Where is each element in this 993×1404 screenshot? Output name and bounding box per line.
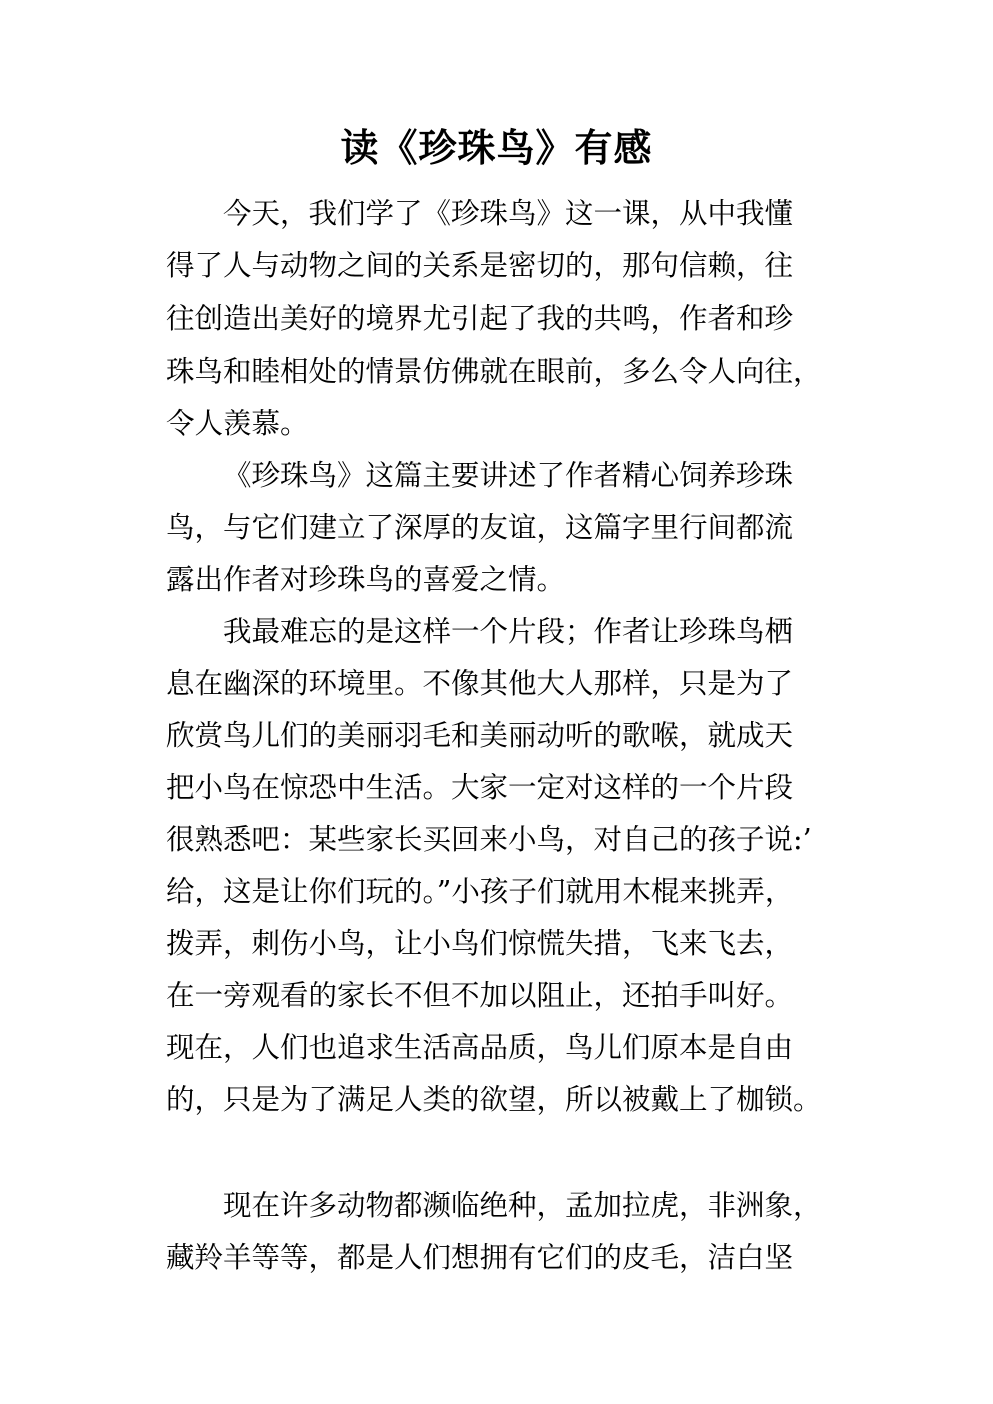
text-line: 《珍珠鸟》这篇主要讲述了作者精心饲养珍珠 [223, 459, 794, 492]
document-title: 读《珍珠鸟》有感 [340, 125, 653, 170]
text-line: 今天，我们学了《珍珠鸟》这一课，从中我懂 [223, 197, 794, 230]
text-line: 拨弄，刺伤小鸟，让小鸟们惊慌失措，飞来飞去， [166, 927, 794, 960]
text-line: 息在幽深的环境里。不像其他大人那样，只是为了 [166, 667, 794, 700]
text-line: 得了人与动物之间的关系是密切的，那句信赖，往 [166, 249, 794, 282]
text-line: 在一旁观看的家长不但不加以阻止，还拍手叫好。 [166, 979, 794, 1012]
text-line: 给，这是让你们玩的。”小孩子们就用木棍来挑弄， [166, 875, 794, 908]
text-line: 我最难忘的是这样一个片段；作者让珍珠鸟栖 [223, 615, 794, 648]
text-line: 把小鸟在惊恐中生活。大家一定对这样的一个片段 [166, 771, 794, 804]
text-line: 鸟，与它们建立了深厚的友谊，这篇字里行间都流 [166, 511, 794, 544]
text-line: 欣赏鸟儿们的美丽羽毛和美丽动听的歌喉，就成天 [166, 719, 794, 752]
text-line: 藏羚羊等等，都是人们想拥有它们的皮毛，洁白坚 [166, 1241, 794, 1274]
text-line: 珠鸟和睦相处的情景仿佛就在眼前，多么令人向往， [166, 355, 822, 388]
text-line: 很熟悉吧：某些家长买回来小鸟，对自己的孩子说:’ [166, 823, 812, 856]
text-line: 令人羡慕。 [166, 407, 309, 440]
text-line: 露出作者对珍珠鸟的喜爱之情。 [166, 563, 566, 596]
text-line: 现在，人们也追求生活高品质，鸟儿们原本是自由 [166, 1031, 794, 1064]
text-line: 往创造出美好的境界尤引起了我的共鸣，作者和珍 [166, 302, 794, 335]
text-line: 的，只是为了满足人类的欲望，所以被戴上了枷锁。 [166, 1083, 822, 1116]
text-line: 现在许多动物都濒临绝种，孟加拉虎，非洲象， [223, 1189, 822, 1222]
